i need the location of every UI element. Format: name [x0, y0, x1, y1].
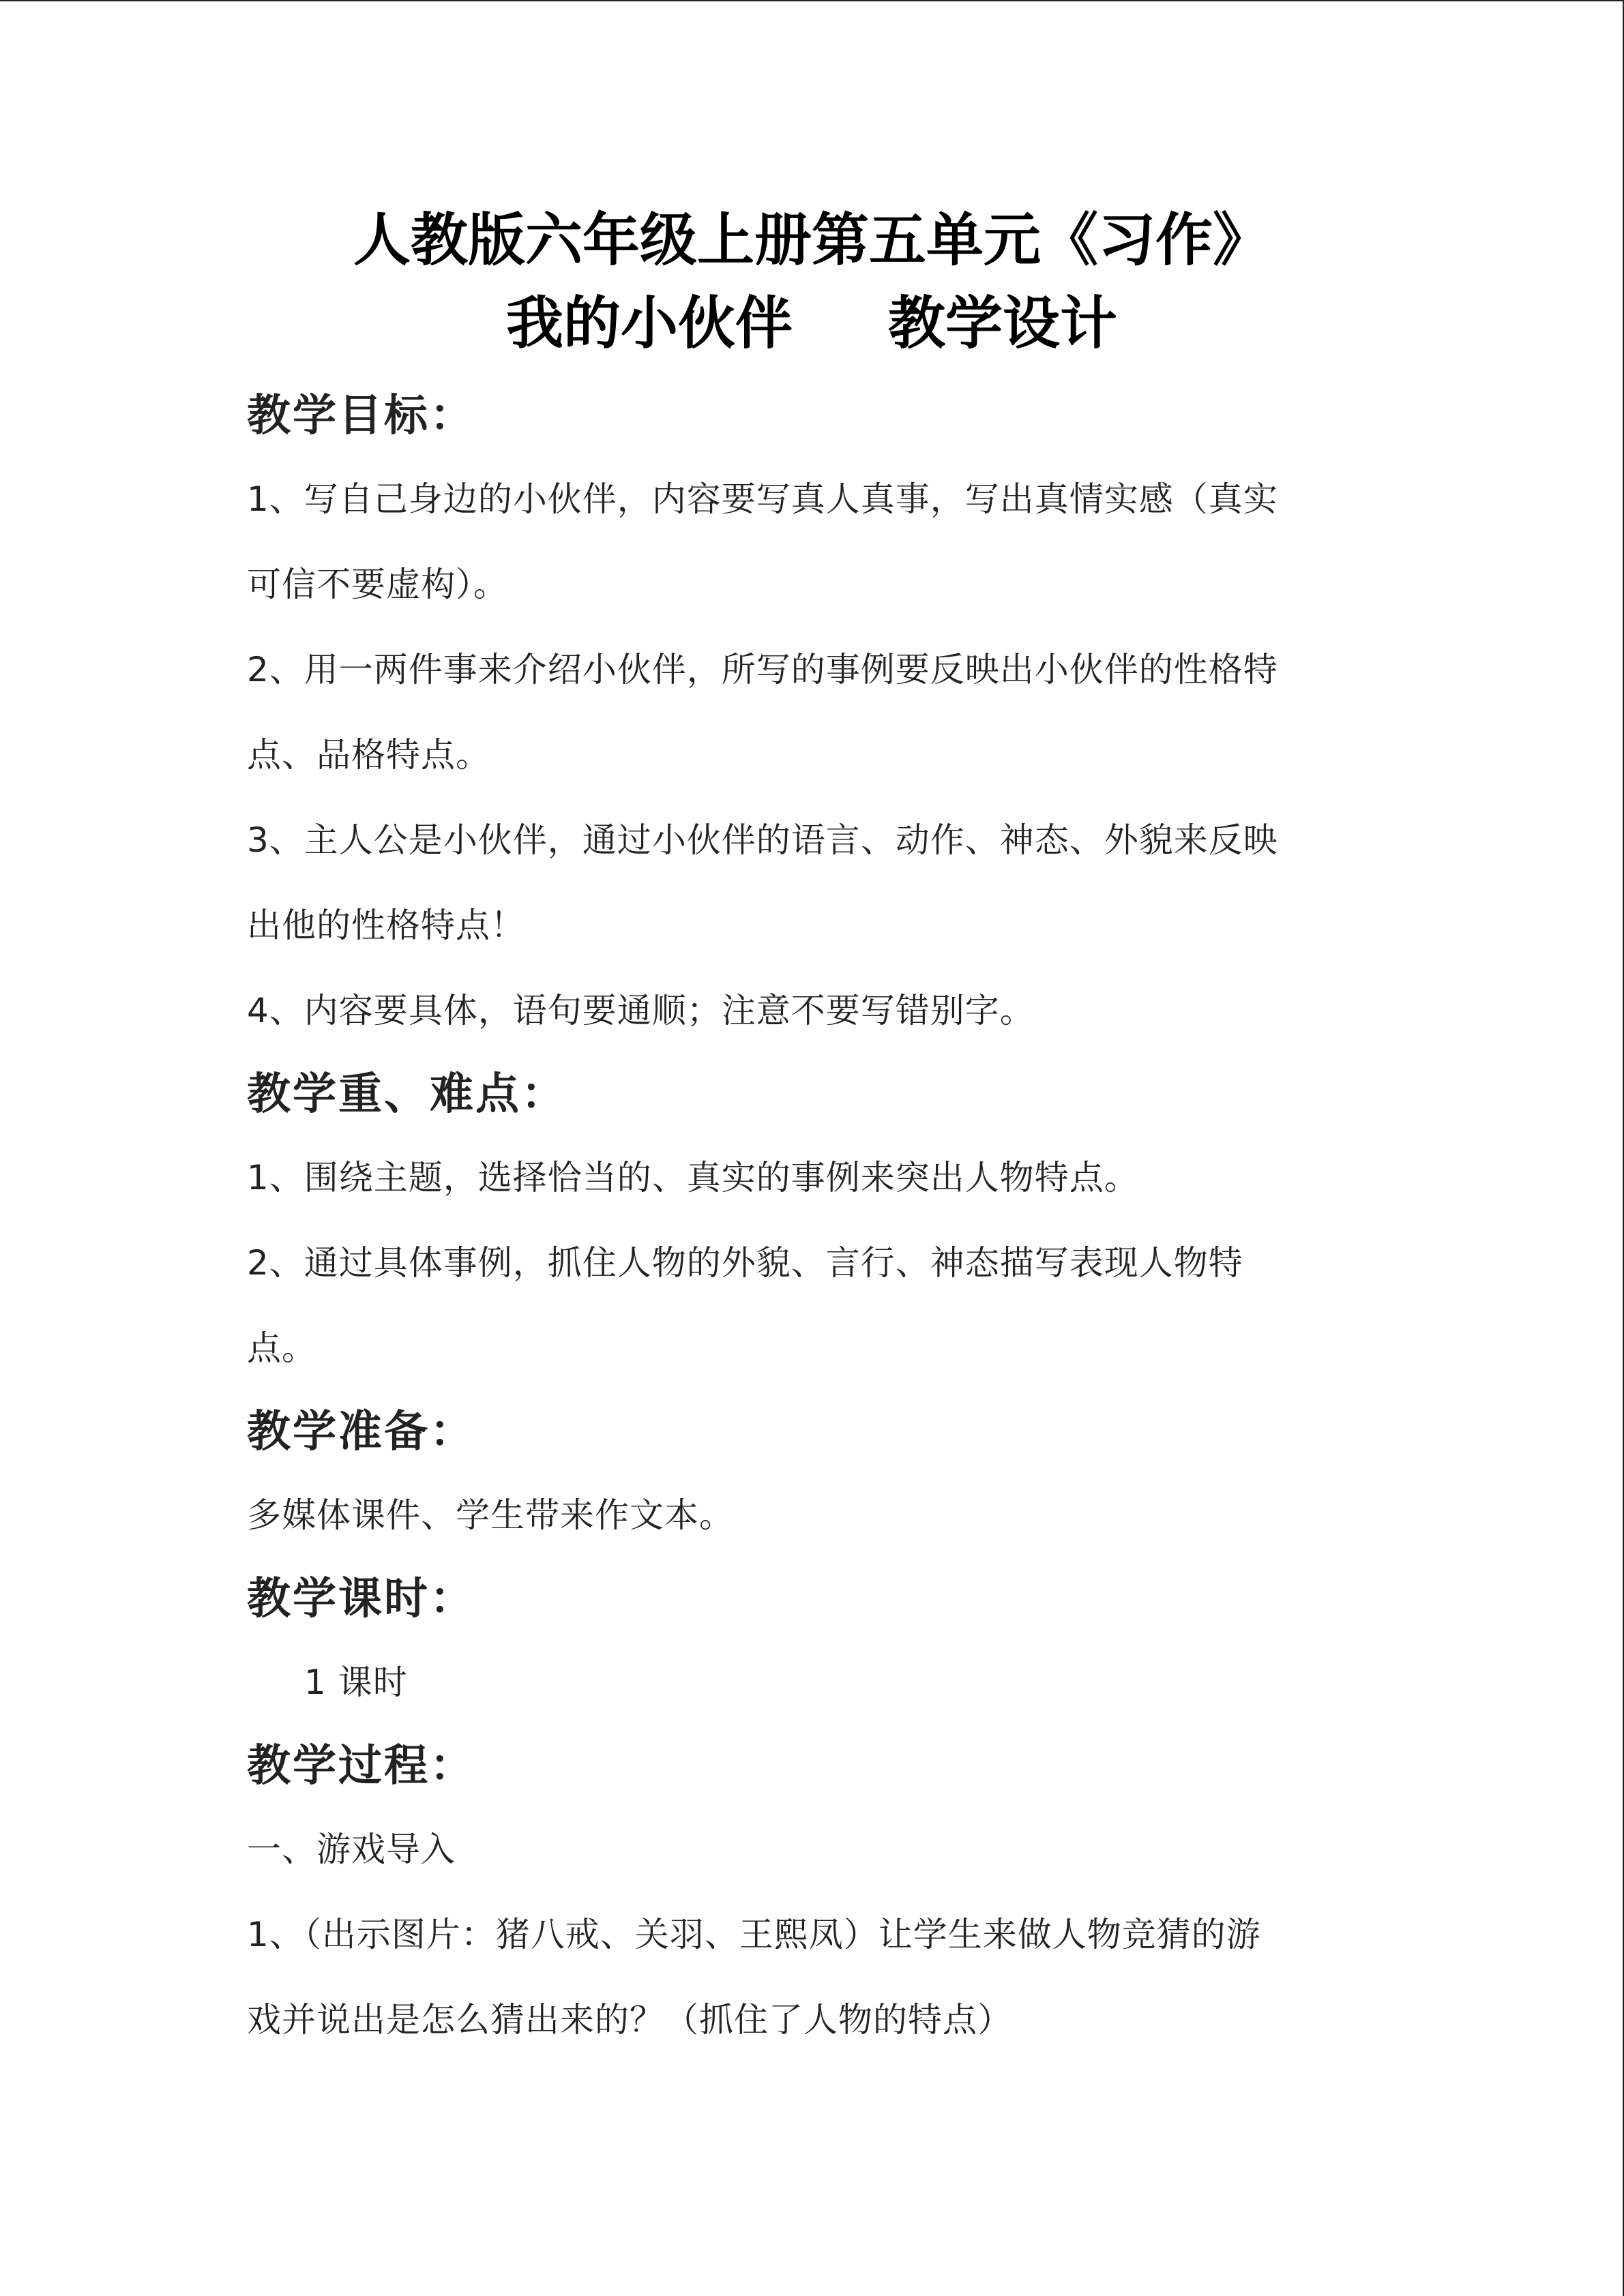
- paragraph-line: 出他的性格特点！: [247, 906, 525, 945]
- section-duration: [247, 1558, 1379, 1725]
- section-process: [247, 1725, 1379, 2063]
- paragraph-line: 4、内容要具体，语句要通顺；注意不要写错别字。: [247, 991, 1035, 1030]
- section-preparation: [247, 1391, 1379, 1558]
- subtitle-topic: 我的小伙伴: [505, 289, 793, 357]
- section-heading-goals: 教学目标：: [247, 391, 475, 441]
- document-body: [247, 375, 1379, 2063]
- paragraph-line: 1 课时: [304, 1663, 408, 1702]
- paragraph-line: 多媒体课件、学生带来作文本。: [247, 1495, 734, 1535]
- paragraph-line: 2、用一两件事来介绍小伙伴，所写的事例要反映出小伙伴的性格特: [247, 650, 1278, 689]
- paragraph-line: 1、围绕主题，选择恰当的、真实的事例来突出人物特点。: [247, 1158, 1139, 1197]
- paragraph-line: 3、主人公是小伙伴，通过小伙伴的语言、动作、神态、外貌来反映: [247, 820, 1278, 860]
- document-title: 人教版六年级上册第五单元《习作》: [353, 206, 1270, 273]
- paragraph-line: 一、游戏导入: [247, 1830, 456, 1869]
- paragraph-line: 2、通过具体事例，抓住人物的外貌、言行、神态描写表现人物特: [247, 1243, 1243, 1283]
- paragraph-line: 点。: [247, 1328, 316, 1368]
- section-goals: [247, 375, 1379, 1054]
- section-heading-key-points: 教学重、难点：: [247, 1069, 567, 1120]
- section-heading-process: 教学过程：: [247, 1741, 475, 1791]
- paragraph-line: 戏并说出是怎么猜出来的？（抓住了人物的特点）: [247, 2000, 1012, 2040]
- section-heading-duration: 教学课时：: [247, 1574, 475, 1624]
- paragraph-line: 点、品格特点。: [247, 735, 490, 775]
- paragraph-line: 可信不要虚构）。: [247, 565, 508, 604]
- paragraph-line: 1、（出示图片：猪八戒、关羽、王熙凤）让学生来做人物竞猜的游: [247, 1915, 1261, 1954]
- section-key-points: [247, 1054, 1379, 1391]
- subtitle-type: 教学设计: [888, 289, 1118, 357]
- section-heading-preparation: 教学准备：: [247, 1407, 475, 1457]
- document-subtitle: [246, 282, 1378, 364]
- paragraph-line: 1、写自己身边的小伙伴，内容要写真人真事，写出真情实感（真实: [247, 479, 1278, 519]
